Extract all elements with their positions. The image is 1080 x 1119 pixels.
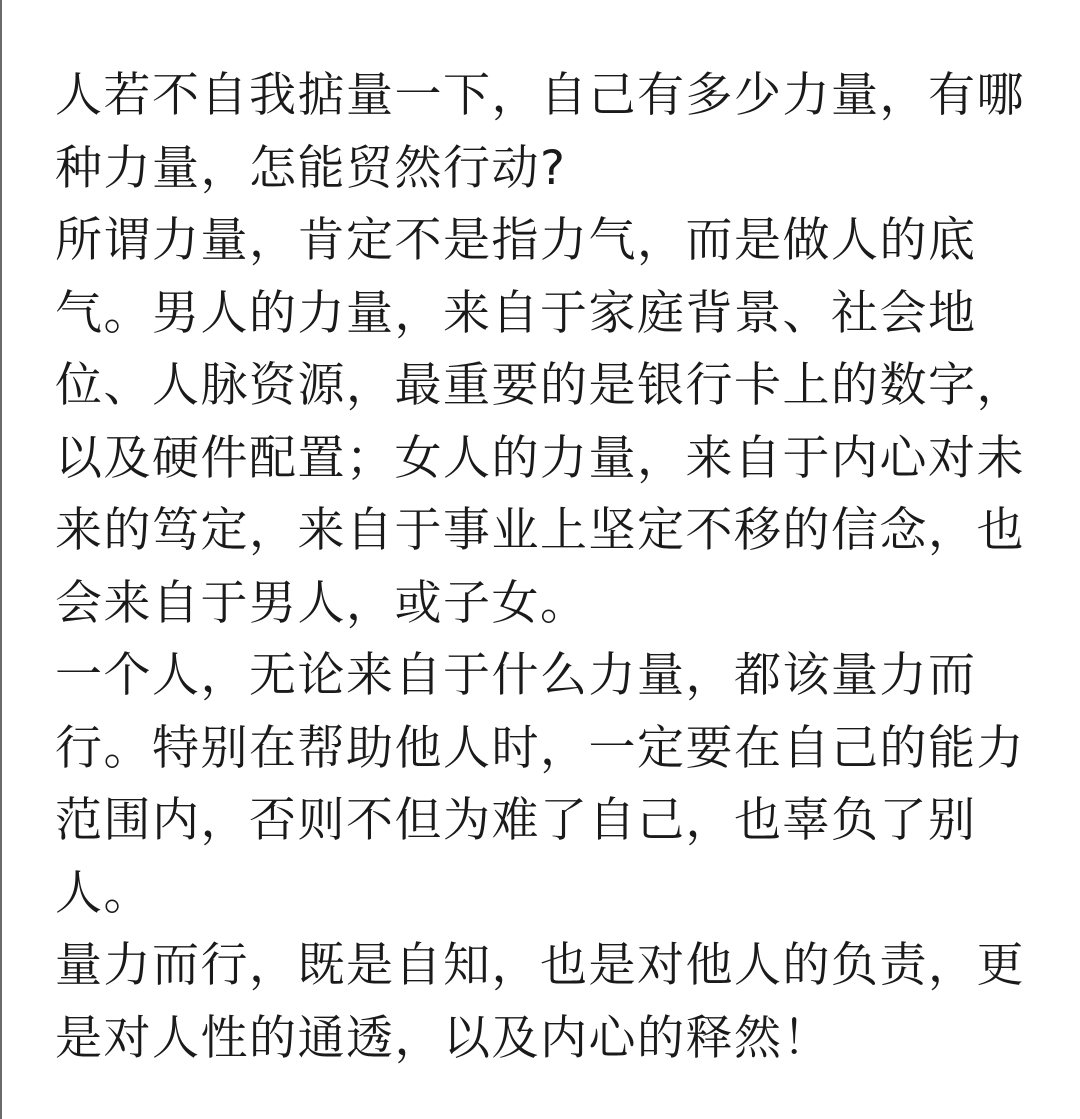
text-line: 来的笃定，来自于事业上坚定不移的信念，也 <box>55 503 1025 558</box>
text-line: 位、人脉资源，最重要的是银行卡上的数字， <box>55 358 1025 413</box>
text-line: 是对人性的通透，以及内心的释然！ <box>55 1010 831 1066</box>
paragraph-3 <box>55 640 1035 930</box>
text-line: 气。男人的力量，来自于家庭背景、社会地 <box>55 285 977 341</box>
text-line: 量力而行，既是自知，也是对他人的负责，更 <box>55 938 1025 993</box>
paragraph-4 <box>55 930 1035 1075</box>
text-line: 人。 <box>55 865 152 921</box>
paragraph-1 <box>55 60 1035 205</box>
text-line: 种力量，怎能贸然行动? <box>55 140 567 196</box>
text-line: 会来自于男人，或子女。 <box>55 575 589 631</box>
text-line: 范围内，否则不但为难了自己，也辜负了别 <box>55 793 977 848</box>
text-line: 行。特别在帮助他人时，一定要在自己的能力 <box>55 720 1025 776</box>
text-line: 以及硬件配置；女人的力量，来自于内心对未 <box>55 430 1025 486</box>
article-text <box>55 60 1035 1075</box>
paragraph-2 <box>55 205 1035 640</box>
text-line: 所谓力量，肯定不是指力气，而是做人的底 <box>55 213 977 268</box>
text-line: 一个人，无论来自于什么力量，都该量力而 <box>55 648 977 703</box>
text-line: 人若不自我掂量一下，自己有多少力量，有哪 <box>55 68 1025 123</box>
left-border <box>0 0 2 1119</box>
